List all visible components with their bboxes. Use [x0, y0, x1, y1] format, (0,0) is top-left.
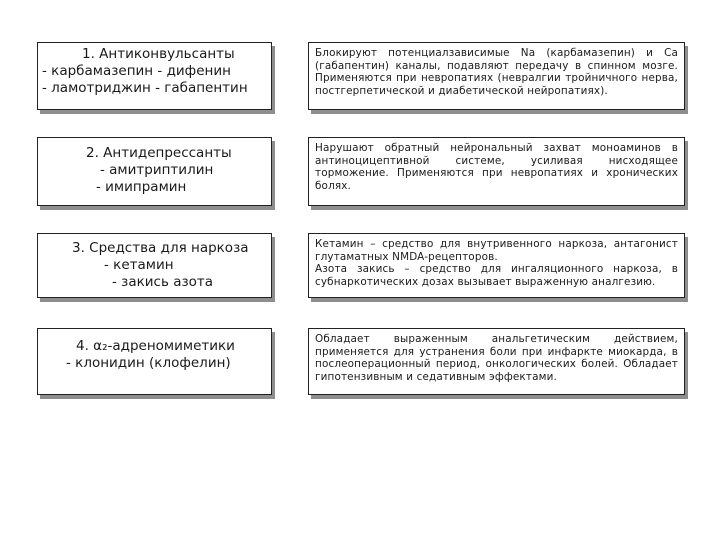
- drug-item-line: - карбамазепин - дифенин: [42, 63, 231, 79]
- drug-class-box-3: [37, 233, 272, 298]
- drug-item-line: - амитриптилин: [100, 162, 214, 178]
- drug-item-line: - имипрамин: [96, 179, 187, 195]
- drug-class-title: 4. α₂-адреномиметики: [76, 338, 235, 354]
- drug-class-box-1: [37, 42, 272, 110]
- mechanism-box-3: [308, 233, 685, 298]
- drug-class-title: 3. Средства для наркоза: [72, 240, 249, 256]
- drug-item-line: - кетамин: [104, 257, 174, 273]
- mechanism-text: Азота закись – средство для ингаляционного наркоза, в субнаркотических дозах вызывает выраженную аналгезию.: [315, 263, 678, 288]
- mechanism-box-1: [308, 42, 685, 110]
- drug-class-box-2: [37, 137, 272, 206]
- drug-class-title: 2. Антидепрессанты: [86, 145, 232, 161]
- mechanism-text: Нарушают обратный нейрональный захват моноаминов в антиноцицептивной системе, усиливая нисходящее торможение. Применяются при невропатиях и хронических болях.: [315, 142, 678, 192]
- mechanism-text: Обладает выраженным анальгетическим действием, применяется для устранения боли при инфаркте миокарда, в послеоперационный период, онкологических болей. Обладает гипотензивным и седативным эффектами.: [315, 333, 678, 383]
- mechanism-text: Блокируют потенциалзависимые Na (карбамазепин) и Ca (габапентин) каналы, подавляют передачу в спинном мозге. Применяются при невропатиях (невралгии тройничного нерва, постгерпетической и диабетической нейропатиях).: [315, 47, 678, 97]
- mechanism-box-4: [308, 328, 685, 395]
- mechanism-box-2: [308, 137, 685, 206]
- drug-class-title: 1. Антиконвульсанты: [82, 46, 235, 62]
- drug-item-line: - ламотриджин - габапентин: [42, 80, 248, 96]
- drug-class-box-4: [37, 328, 272, 395]
- drug-item-line: - закись азота: [112, 274, 214, 290]
- drug-item-line: - клонидин (клофелин): [66, 355, 231, 371]
- mechanism-text: Кетамин – средство для внутривенного наркоза, антагонист глутаматных NMDA-рецепторов.: [315, 238, 678, 263]
